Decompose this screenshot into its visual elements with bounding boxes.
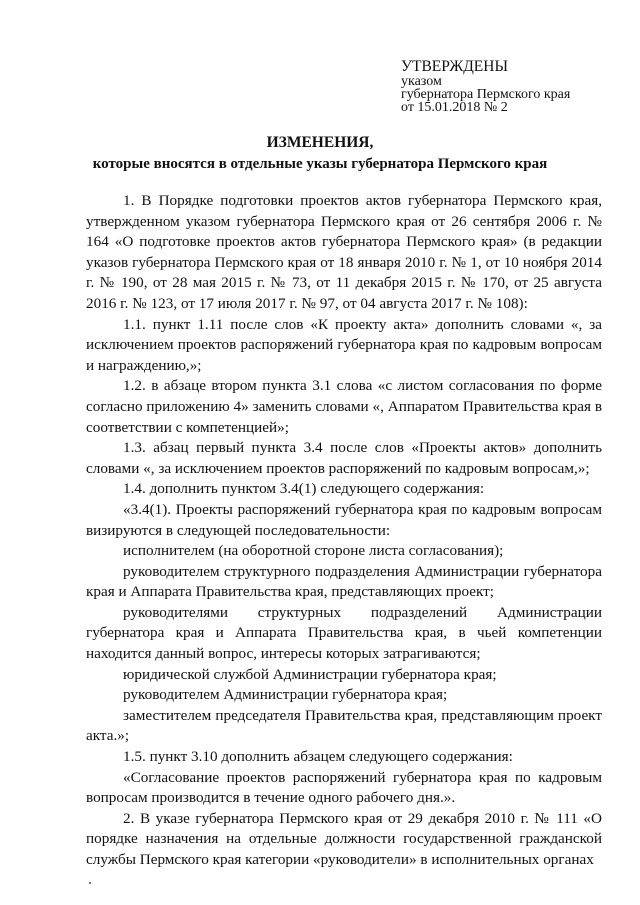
paragraph: 1.5. пункт 3.10 дополнить абзацем следующего содержания:: [123, 748, 513, 766]
paragraph: руководителями структурных подразделений Администрации губернатора края и Аппарата Правительства края, в чьей компетенции находится данный вопрос, интересы которых затрагиваются;: [86, 603, 602, 663]
paragraph: 2. В указе губернатора Пермского края от 29 декабря 2010 г. № 111 «О порядке назначения на отдельные должности государственной гражданской службы Пермского края категории «руководители» в исполнительных органах: [86, 809, 602, 868]
paragraph: «Согласование проектов распоряжений губернатора края по кадровым вопросам производится в течение одного рабочего дня.».: [86, 768, 602, 807]
paragraph: 1.1. пункт 1.11 после слов «К проекту акта» дополнить словами «, за исключением проектов распоряжений губернатора края по кадровым вопросам и награждению,»;: [86, 315, 602, 374]
paragraph: юридической службой Администрации губернатора края;: [123, 665, 497, 683]
paragraph: 1.2. в абзаце втором пункта 3.1 слова «с листом согласования по форме согласно приложению 4» заменить словами «, Аппаратом Правительства края в соответствии с компетенцией»;: [86, 377, 602, 436]
paragraph: исполнителем (на оборотной стороне листа согласования);: [123, 542, 504, 560]
paragraph: руководителем структурного подразделения Администрации губернатора края и Аппарата Правительства края, представляющих проект;: [86, 562, 602, 601]
approval-heading: УТВЕРЖДЕНЫ: [401, 58, 508, 75]
paragraph: «3.4(1). Проекты распоряжений губернатора края по кадровым вопросам визируются в следующей последовательности:: [86, 500, 602, 539]
approval-line: губернатора Пермского края: [401, 87, 571, 102]
paragraph: 1.3. абзац первый пункта 3.4 после слов «Проекты актов» дополнить словами «, за исключением проектов распоряжений по кадровым вопросам,»;: [86, 439, 602, 477]
scan-speck: [89, 882, 91, 884]
paragraph: 1. В Порядке подготовки проектов актов губернатора Пермского края, утвержденном указом губернатора Пермского края от 26 сентября 2006 г. № 164 «О подготовке проектов актов губернатора Пермского края» (в редакции указов губернатора Пермского края от 18 января 2010 г. № 1, от 10 ноября 2014 г. № 190, от 28 мая 2015 г. № 73, от 11 декабря 2015 г. № 170, от 25 августа 2016 г. № 123, от 17 июля 2017 г. № 97, от 04 августа 2017 г. № 108):: [86, 192, 602, 312]
document-body: [86, 191, 602, 871]
approval-date: от 15.01.2018 № 2: [401, 100, 508, 115]
paragraph: руководителем Администрации губернатора края;: [123, 686, 448, 704]
approval-stamp: [401, 58, 570, 114]
approval-line: указом: [401, 74, 442, 89]
paragraph: 1.4. дополнить пунктом 3.4(1) следующего содержания:: [123, 480, 485, 498]
document-subtitle: которые вносятся в отдельные указы губернатора Пермского края: [92, 156, 548, 172]
document-titles: [0, 133, 640, 174]
paragraph: заместителем председателя Правительства края, представляющим проект акта.»;: [86, 706, 602, 745]
document-title: ИЗМЕНЕНИЯ,: [266, 134, 374, 151]
